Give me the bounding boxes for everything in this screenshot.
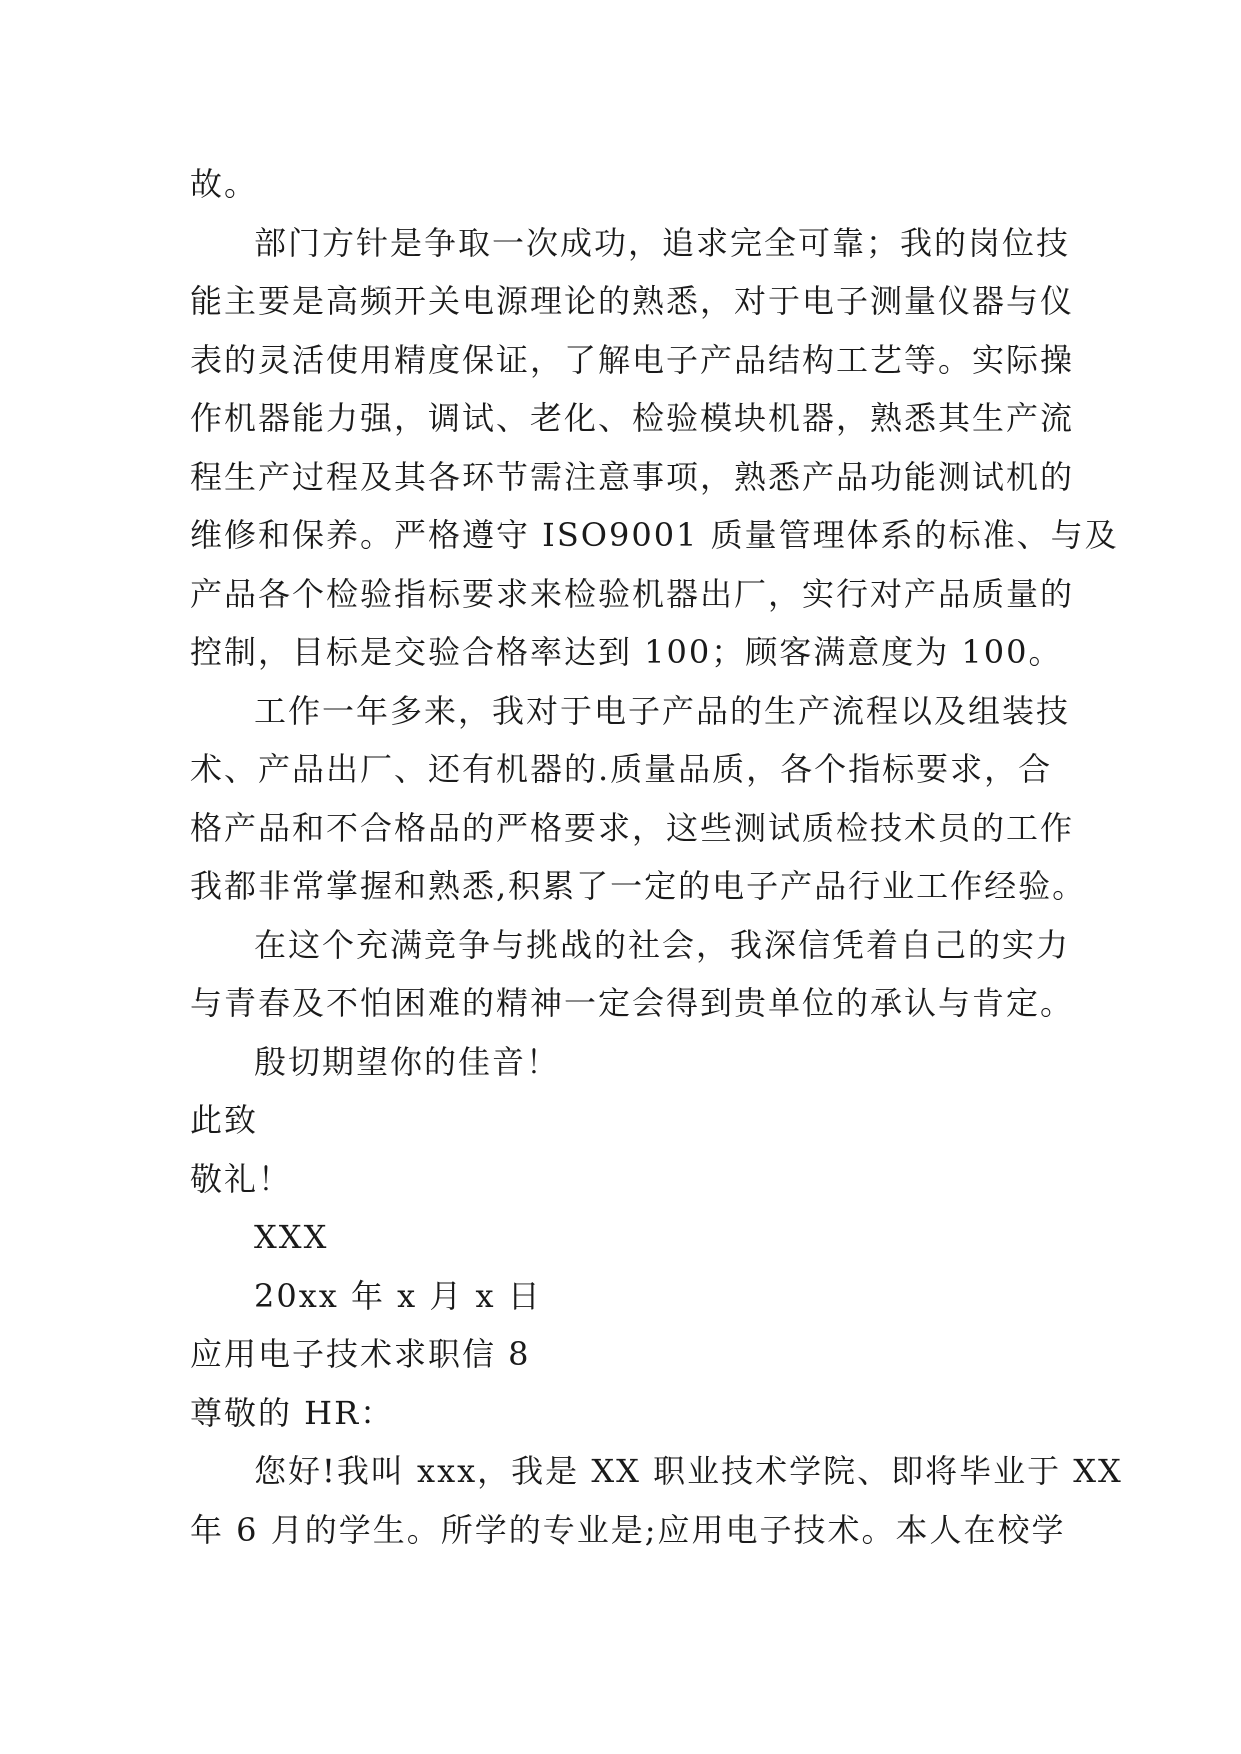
text-line: 能主要是高频开关电源理论的熟悉，对于电子测量仪器与仪 <box>190 282 1075 320</box>
text-line: 术、产品出厂、还有机器的.质量品质，各个指标要求，合 <box>190 750 1053 788</box>
letter-body <box>190 155 1123 1559</box>
text-line: 在这个充满竞争与挑战的社会，我深信凭着自己的实力 <box>254 925 1071 964</box>
text-line: 敬礼！ <box>190 1159 293 1198</box>
text-line: 故。 <box>190 165 259 203</box>
text-line: 应用电子技术求职信 8 <box>190 1335 531 1373</box>
text-line: 产品各个检验指标要求来检验机器出厂，实行对产品质量的 <box>190 574 1075 613</box>
text-line: 此致 <box>190 1101 259 1139</box>
text-line: 部门方针是争取一次成功，追求完全可靠；我的岗位技 <box>254 223 1071 262</box>
text-line: 工作一年多来，我对于电子产品的生产流程以及组装技 <box>254 691 1071 730</box>
text-line: 表的灵活使用精度保证，了解电子产品结构工艺等。实际操 <box>190 340 1075 379</box>
text-line: 尊敬的 HR： <box>190 1393 395 1432</box>
text-line: XXX <box>254 1218 329 1256</box>
text-line: 您好!我叫 xxx，我是 XX 职业技术学院、即将毕业于 XX <box>254 1452 1123 1490</box>
text-line: 殷切期望你的佳音！ <box>254 1042 561 1081</box>
text-line: 我都非常掌握和熟悉,积累了一定的电子产品行业工作经验。 <box>190 867 1087 905</box>
text-line: 年 6 月的学生。所学的专业是;应用电子技术。本人在校学 <box>190 1510 1066 1549</box>
text-line: 与青春及不怕困难的精神一定会得到贵单位的承认与肯定。 <box>190 984 1075 1022</box>
text-line: 维修和保养。严格遵守 ISO9001 质量管理体系的标准、与及 <box>190 516 1119 554</box>
text-line: 格产品和不合格品的严格要求，这些测试质检技术员的工作 <box>190 808 1075 847</box>
text-line: 程生产过程及其各环节需注意事项，熟悉产品功能测试机的 <box>190 457 1075 496</box>
text-line: 作机器能力强，调试、老化、检验模块机器，熟悉其生产流 <box>190 399 1075 437</box>
text-line: 20xx 年 x 月 x 日 <box>254 1276 542 1315</box>
text-line: 控制，目标是交验合格率达到 100；顾客满意度为 100。 <box>190 633 1063 671</box>
